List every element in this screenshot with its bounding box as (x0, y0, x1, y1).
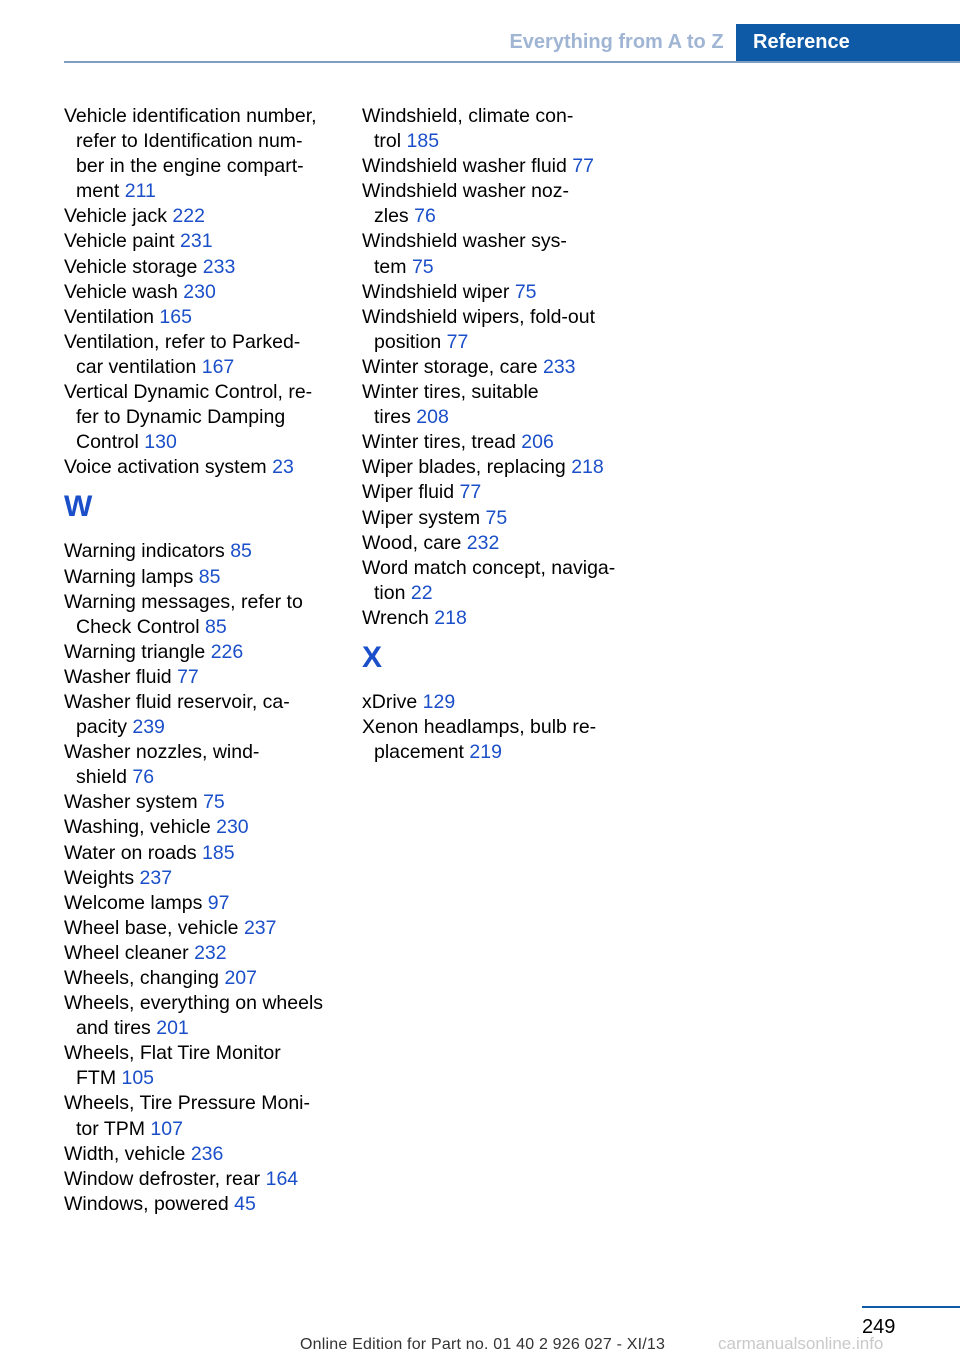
page-reference-link[interactable]: 233 (542, 355, 576, 378)
index-entry (64, 790, 344, 815)
page-reference-link[interactable]: 85 (198, 565, 221, 588)
index-entry-term: Voice activation system (64, 456, 273, 479)
index-entry-term: Warning indicators (64, 540, 231, 563)
index-entry-term: Windshield washer fluid (362, 155, 573, 178)
index-entry-term: Wheels, changing (64, 967, 225, 989)
index-entry (64, 690, 344, 740)
page-reference-link[interactable]: 77 (459, 481, 482, 504)
index-entry (64, 380, 344, 455)
index-entry (64, 665, 344, 690)
index-entry-term: Vertical Dynamic Control, re‐ fer to Dynamic Damping Control (64, 381, 313, 454)
index-entry-term: Wrench (362, 606, 435, 629)
page-reference-link[interactable]: 226 (210, 640, 244, 663)
page-reference-link[interactable]: 232 (194, 941, 227, 964)
index-entry (362, 280, 642, 305)
index-entry-term: Washer system (64, 791, 204, 814)
index-column-right (362, 104, 642, 765)
index-letter-heading: W (64, 490, 93, 524)
page-reference-link[interactable]: 105 (121, 1067, 155, 1090)
index-entry-term: Window defroster, rear (64, 1167, 266, 1190)
page-reference-link[interactable]: 85 (230, 540, 252, 563)
index-entry-term: Winter tires, tread (362, 431, 522, 454)
page-reference-link[interactable]: 233 (202, 255, 236, 278)
index-entry-term: Wheel cleaner (64, 941, 195, 964)
page-reference-link[interactable]: 76 (132, 766, 155, 789)
index-entry-term: Windshield wipers, fold-out position (362, 305, 596, 353)
index-entry-term: Warning lamps (64, 565, 199, 588)
index-entry (362, 179, 642, 229)
page-reference-link[interactable]: 97 (207, 891, 230, 914)
index-entry-term: Winter tires, suitable tires (362, 381, 539, 429)
index-entry-term: Wiper system (362, 506, 486, 529)
page-reference-link[interactable]: 85 (204, 615, 227, 638)
watermark: carmanualsonline.info (718, 1334, 884, 1353)
index-entry (362, 690, 642, 715)
index-entry-term: Water on roads (64, 841, 203, 864)
page-reference-link[interactable]: 75 (411, 255, 434, 278)
index-entry (64, 330, 344, 380)
page-reference-link[interactable]: 75 (514, 280, 537, 303)
page-reference-link[interactable]: 45 (234, 1192, 256, 1215)
index-entry (362, 556, 642, 606)
index-entry (362, 104, 642, 154)
index-entry (64, 204, 344, 229)
index-entry-term: Weights (64, 866, 140, 889)
index-entry (362, 380, 642, 430)
page-reference-link[interactable]: 167 (201, 355, 235, 378)
index-entry (64, 1091, 344, 1141)
page-reference-link[interactable]: 201 (156, 1017, 189, 1040)
page-reference-link[interactable]: 185 (202, 841, 235, 864)
page-reference-link[interactable]: 164 (265, 1167, 299, 1190)
chapter-tab: Reference (736, 24, 960, 61)
page-reference-link[interactable]: 22 (410, 581, 433, 604)
index-entry-term: Warning messages, refer to Check Control (64, 590, 303, 638)
index-entry-term: Windshield washer noz‐ zles (362, 180, 570, 228)
page-reference-link[interactable]: 232 (466, 531, 500, 554)
index-entry (64, 1167, 344, 1192)
edition-info: Online Edition for Part no. 01 40 2 926 027 - XI/13 (300, 1336, 666, 1353)
index-entry (64, 1041, 344, 1091)
index-entry (64, 590, 344, 640)
index-entry-term: Xenon headlamps, bulb re‐ placement (362, 716, 597, 764)
index-entry (362, 715, 642, 765)
index-entry (64, 305, 344, 330)
index-entry-term: xDrive (362, 690, 423, 713)
index-entry (64, 640, 344, 665)
page-reference-link[interactable]: 219 (469, 741, 502, 764)
section-title: Everything from A to Z (509, 31, 724, 53)
page-reference-link[interactable]: 75 (485, 506, 508, 529)
page-reference-link[interactable]: 77 (572, 155, 594, 178)
page-reference-link[interactable]: 185 (406, 130, 440, 153)
header-divider (64, 61, 960, 63)
index-entry (362, 154, 642, 179)
page-reference-link[interactable]: 77 (177, 665, 199, 688)
page-reference-link[interactable]: 239 (132, 716, 165, 739)
index-entry-term: Width, vehicle (64, 1142, 191, 1165)
page-reference-link[interactable]: 206 (521, 431, 554, 454)
page-number: 249 (862, 1316, 896, 1338)
index-entry-term: Word match concept, naviga‐ tion (362, 556, 616, 604)
index-entry-term: Vehicle wash (64, 280, 184, 303)
index-entry-term: Vehicle paint (64, 230, 181, 253)
index-entry-term: Warning triangle (64, 640, 211, 663)
page-reference-link[interactable]: 165 (159, 305, 192, 328)
index-entry-term: Wiper fluid (362, 481, 460, 504)
index-entry-term: Wheel base, vehicle (64, 916, 244, 939)
page-reference-link[interactable]: 129 (422, 690, 456, 713)
index-entry-term: Washing, vehicle (64, 816, 217, 839)
index-entry (362, 355, 642, 380)
index-entry (362, 480, 642, 505)
index-entry-term: Ventilation (64, 305, 160, 328)
index-entry (64, 455, 344, 480)
index-entry (64, 539, 344, 564)
page-reference-link[interactable]: 77 (446, 330, 469, 353)
index-entry (64, 229, 344, 254)
index-entry (64, 841, 344, 866)
index-entry (64, 1192, 344, 1217)
page-reference-link[interactable]: 222 (172, 205, 205, 228)
page-reference-link[interactable]: 76 (414, 205, 436, 228)
index-entry (362, 229, 642, 279)
index-entry (64, 966, 344, 991)
index-entry-term: Vehicle identification number, refer to Identification num‐ ber in the engine compart‐ ment (64, 105, 317, 203)
index-entry (362, 455, 642, 480)
index-entry-term: Ventilation, refer to Parked- car ventilation (64, 330, 301, 378)
index-entry-term: Windshield, climate con‐ trol (362, 105, 574, 153)
index-entry-term: Wheels, everything on wheels and tires (64, 992, 324, 1040)
index-entry-term: Wiper blades, replacing (362, 456, 572, 479)
index-entry (64, 891, 344, 916)
index-entry-term: Washer fluid reservoir, ca‐ pacity (64, 690, 290, 739)
page-reference-link[interactable]: 230 (183, 280, 216, 303)
page-reference-link[interactable]: 218 (434, 606, 467, 629)
index-entry (362, 531, 642, 556)
index-entry (362, 305, 642, 355)
index-entry (64, 740, 344, 790)
index-column-left (64, 104, 344, 1217)
index-entry-term: Washer nozzles, wind‐ shield (64, 741, 260, 789)
page-reference-link[interactable]: 130 (144, 431, 177, 454)
index-entry-term: Vehicle storage (64, 255, 203, 278)
index-entry (64, 104, 344, 204)
index-entry (362, 606, 642, 631)
index-entry (64, 866, 344, 891)
page-reference-link[interactable]: 237 (243, 916, 277, 939)
index-entry-term: Wood, care (362, 531, 467, 554)
page-reference-link[interactable]: 23 (272, 456, 294, 479)
index-entry (362, 506, 642, 531)
index-entry (64, 941, 344, 966)
page-reference-link[interactable]: 75 (203, 791, 225, 814)
index-entry (64, 255, 344, 280)
page-reference-link[interactable]: 237 (139, 866, 173, 889)
index-entry-term: Washer fluid (64, 665, 178, 688)
page-reference-link[interactable]: 207 (224, 967, 257, 989)
page-reference-link[interactable]: 218 (571, 456, 604, 479)
index-entry (64, 280, 344, 305)
index-entry-term: Welcome lamps (64, 891, 208, 914)
index-entry-term: Wheels, Flat Tire Monitor FTM (64, 1042, 281, 1090)
page-reference-link[interactable]: 107 (150, 1117, 183, 1140)
page-reference-link[interactable]: 236 (190, 1142, 224, 1165)
index-entry (64, 916, 344, 941)
page-reference-link[interactable]: 208 (416, 406, 449, 429)
index-entry (64, 565, 344, 590)
index-entry-term: Windshield wiper (362, 280, 515, 303)
page-reference-link[interactable]: 231 (180, 230, 213, 253)
index-entry-term: Vehicle jack (64, 205, 173, 228)
index-entry (64, 991, 344, 1041)
index-entry (64, 1142, 344, 1167)
index-letter-heading: X (362, 640, 383, 674)
index-entry-term: Windows, powered (64, 1192, 235, 1215)
page-reference-link[interactable]: 230 (216, 816, 249, 839)
index-entry-term: Windshield washer sys‐ tem (362, 230, 567, 278)
index-entry-term: Wheels, Tire Pressure Moni‐ tor TPM (64, 1092, 310, 1140)
footer-divider (862, 1306, 960, 1308)
index-entry (64, 815, 344, 840)
page-reference-link[interactable]: 211 (124, 180, 156, 203)
index-entry (362, 430, 642, 455)
index-entry-term: Winter storage, care (362, 355, 543, 378)
